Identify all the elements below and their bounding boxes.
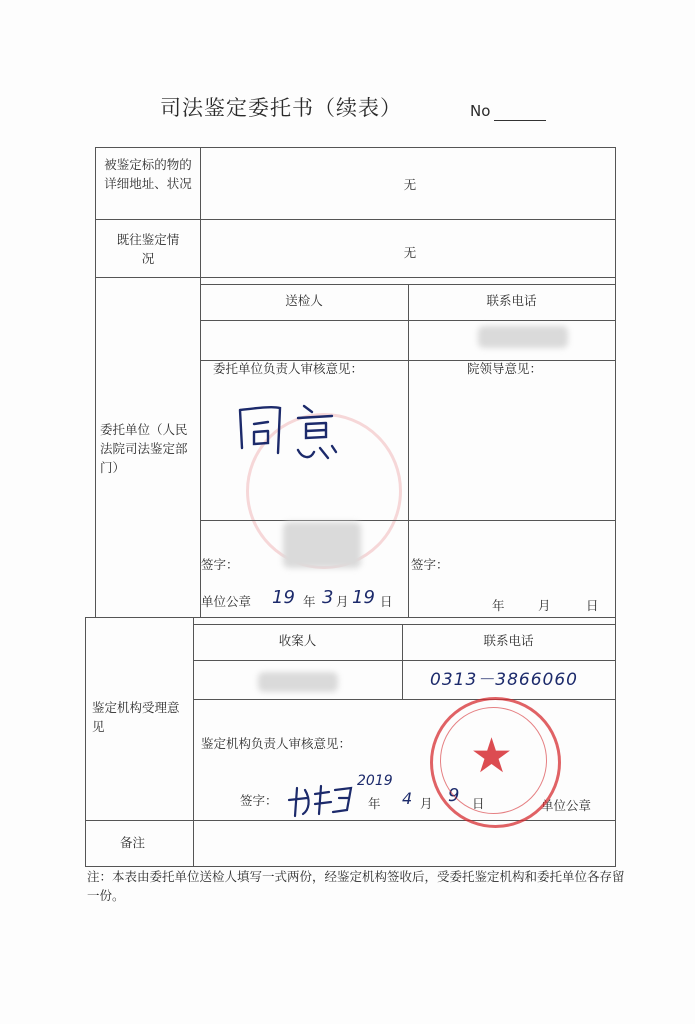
leader-review-label: 院领导意见：: [467, 361, 543, 376]
table-border-right: [615, 147, 616, 866]
row-rule-3: [85, 617, 616, 618]
agency-subrule-3: [193, 699, 616, 700]
agency-label: 鉴定机构受理意见: [92, 700, 180, 734]
leader-date-month: 月: [538, 598, 551, 613]
sender-header: 送检人: [285, 293, 323, 308]
row-rule-1: [95, 219, 616, 220]
table-border-top: [95, 147, 616, 148]
client-label: 委托单位（人民法院司法鉴定部门）: [100, 422, 188, 475]
client-mid-divider: [408, 284, 409, 617]
agency-date-hw-month: 4: [402, 789, 413, 808]
number-label: No: [470, 102, 491, 120]
detail-value: 无: [403, 177, 417, 192]
table-border-left: [95, 147, 96, 617]
seal-star-icon: ★: [470, 728, 514, 784]
history-label: 既往鉴定情况: [116, 232, 180, 266]
document-title: 司法鉴定委托书（续表）: [160, 96, 402, 120]
agency-date-hw-day: 9: [448, 785, 460, 806]
detail-label: 被鉴定标的物的详细地址、状况: [104, 157, 192, 191]
label-column-divider: [200, 147, 201, 617]
agency-phone-value: 0313－3866060: [430, 670, 578, 690]
client-date-hw-year: 19: [272, 587, 295, 608]
agency-date-hw-year: 2019: [357, 773, 393, 789]
unit-seal-label: 单位公章: [201, 594, 252, 609]
redacted-receiver: [258, 672, 338, 692]
client-sign-label: 签字：: [201, 557, 239, 572]
agency-subrule-1: [193, 624, 616, 625]
agency-date-day: 日: [472, 796, 485, 811]
redacted-phone: [478, 326, 568, 348]
leader-date-year: 年: [492, 598, 505, 613]
agency-date-year: 年: [368, 796, 381, 811]
label-column-divider-lower: [193, 617, 194, 866]
agency-phone-header: 联系电话: [483, 633, 534, 648]
receiver-header: 收案人: [278, 633, 317, 648]
leader-date-day: 日: [586, 598, 599, 613]
client-review-label: 委托单位负责人审核意见：: [213, 361, 364, 376]
row-rule-4: [85, 820, 616, 821]
handwritten-agree: [232, 398, 352, 468]
row-rule-2: [95, 277, 616, 278]
client-date-year: 年: [303, 594, 316, 609]
number-blank-line: [494, 120, 546, 121]
footnote: 注：本表由委托单位送检人填写一式两份，经鉴定机构签收后，受委托鉴定机构和委托单位各存留一份。: [87, 869, 625, 903]
agency-sign-label: 签字：: [240, 793, 278, 808]
table-border-left-lower: [85, 617, 86, 866]
agency-review-label: 鉴定机构负责人审核意见：: [201, 736, 352, 751]
client-date-hw-day: 19: [352, 587, 375, 608]
client-date-day: 日: [380, 594, 393, 609]
client-date-hw-month: 3: [322, 587, 334, 608]
phone-header: 联系电话: [486, 293, 537, 308]
redacted-signature: [283, 522, 361, 568]
agency-subrule-2: [193, 660, 616, 661]
agency-handwritten-signature: [285, 780, 365, 820]
leader-sign-label: 签字：: [411, 557, 449, 572]
client-date-month: 月: [336, 594, 349, 609]
agency-date-month: 月: [420, 796, 433, 811]
remark-label: 备注: [120, 835, 146, 850]
history-value: 无: [403, 245, 417, 260]
agency-seal-label: 单位公章: [541, 798, 592, 813]
